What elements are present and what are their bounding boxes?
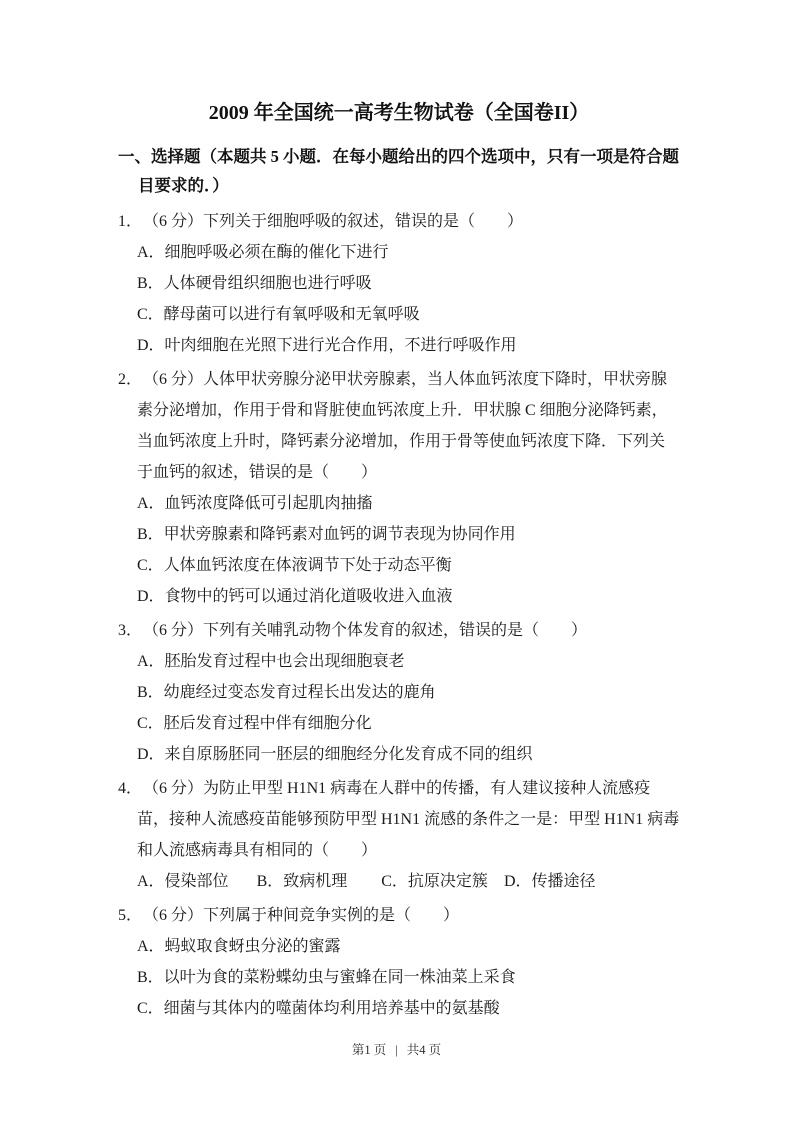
- option-a: A．血钙浓度降低可引起肌肉抽搐: [137, 495, 373, 512]
- question-number: 3．: [118, 622, 143, 639]
- question-options: [118, 237, 680, 361]
- option-c: C．人体血钙浓度在体液调节下处于动态平衡: [137, 557, 452, 574]
- footer-page-number: 第1 页: [351, 1043, 387, 1057]
- option-b: B．甲状旁腺素和降钙素对血钙的调节表现为协同作用: [137, 526, 516, 543]
- option-b: B．以叶为食的菜粉蝶幼虫与蜜蜂在同一株油菜上采食: [137, 969, 516, 986]
- question-stem: [118, 364, 680, 488]
- question-5: [118, 900, 680, 1024]
- question-options: [118, 931, 680, 1024]
- question-stem-text: （6 分）为防止甲型 H1N1 病毒在人群中的传播，有人建议接种人流感疫苗，接种人流感疫苗能够预防甲型 H1N1 流感的条件之一是：甲型 H1N1 病毒和人流感病毒具有相同的（ ）: [137, 780, 680, 859]
- option-a: A．侵染部位: [137, 873, 229, 890]
- option-c: C．酵母菌可以进行有氧呼吸和无氧呼吸: [137, 306, 420, 323]
- option-a: A．蚂蚁取食蚜虫分泌的蜜露: [137, 938, 341, 955]
- question-stem-text: （6 分）下列有关哺乳动物个体发育的叙述，错误的是（ ）: [151, 622, 588, 639]
- option-d: D．食物中的钙可以通过消化道吸收进入血液: [137, 588, 453, 605]
- option-d: D．来自原肠胚同一胚层的细胞经分化发育成不同的组织: [137, 746, 533, 763]
- question-1: [118, 206, 680, 361]
- question-stem-text: （6 分）下列属于种间竞争实例的是（ ）: [151, 907, 460, 924]
- option-d: D．叶肉细胞在光照下进行光合作用，不进行呼吸作用: [137, 337, 517, 354]
- option-a: A．胚胎发育过程中也会出现细胞衰老: [137, 653, 405, 670]
- question-stem: [118, 773, 680, 866]
- footer-separator: |: [395, 1043, 398, 1057]
- question-4: [118, 773, 680, 897]
- question-2: [118, 364, 680, 612]
- question-stem: [118, 900, 680, 931]
- option-c: C．细菌与其体内的噬菌体均利用培养基中的氨基酸: [137, 1000, 500, 1017]
- question-number: 1．: [118, 213, 143, 230]
- question-options-inline: [137, 866, 680, 897]
- page-content: [118, 100, 680, 1024]
- option-b: B．致病机理: [256, 873, 348, 890]
- exam-title: 2009 年全国统一高考生物试卷（全国卷II）: [208, 102, 590, 124]
- question-stem-text: （6 分）人体甲状旁腺分泌甲状旁腺素，当人体血钙浓度下降时，甲状旁腺素分泌增加，作用于骨和肾脏使血钙浓度上升．甲状腺 C 细胞分泌降钙素，当血钙浓度上升时，降钙素分泌增加，作用于骨等使血钙浓度下降．下列关于血钙的叙述，错误的是（ ）: [137, 371, 668, 481]
- question-options: [118, 646, 680, 770]
- question-stem: [118, 615, 680, 646]
- option-c: C．胚后发育过程中伴有细胞分化: [137, 715, 372, 732]
- footer-page-total: 共4 页: [406, 1043, 442, 1057]
- option-b: B．幼鹿经过变态发育过程长出发达的鹿角: [137, 684, 436, 701]
- option-a: A．细胞呼吸必须在酶的催化下进行: [137, 244, 389, 261]
- question-number: 4．: [118, 780, 143, 797]
- option-c: C．抗原决定簇: [381, 873, 488, 890]
- question-stem-text: （6 分）下列关于细胞呼吸的叙述，错误的是（ ）: [151, 213, 524, 230]
- question-3: [118, 615, 680, 770]
- option-b: B．人体硬骨组织细胞也进行呼吸: [137, 275, 372, 292]
- section-heading: 一、选择题（本题共 5 小题．在每小题给出的四个选项中，只有一项是符合题目要求的．）: [118, 147, 679, 195]
- page-footer: [0, 1042, 793, 1058]
- question-number: 5．: [118, 907, 143, 924]
- question-number: 2．: [118, 371, 143, 388]
- option-d: D．传播途径: [503, 873, 596, 890]
- question-options: [118, 488, 680, 612]
- question-stem: [118, 206, 680, 237]
